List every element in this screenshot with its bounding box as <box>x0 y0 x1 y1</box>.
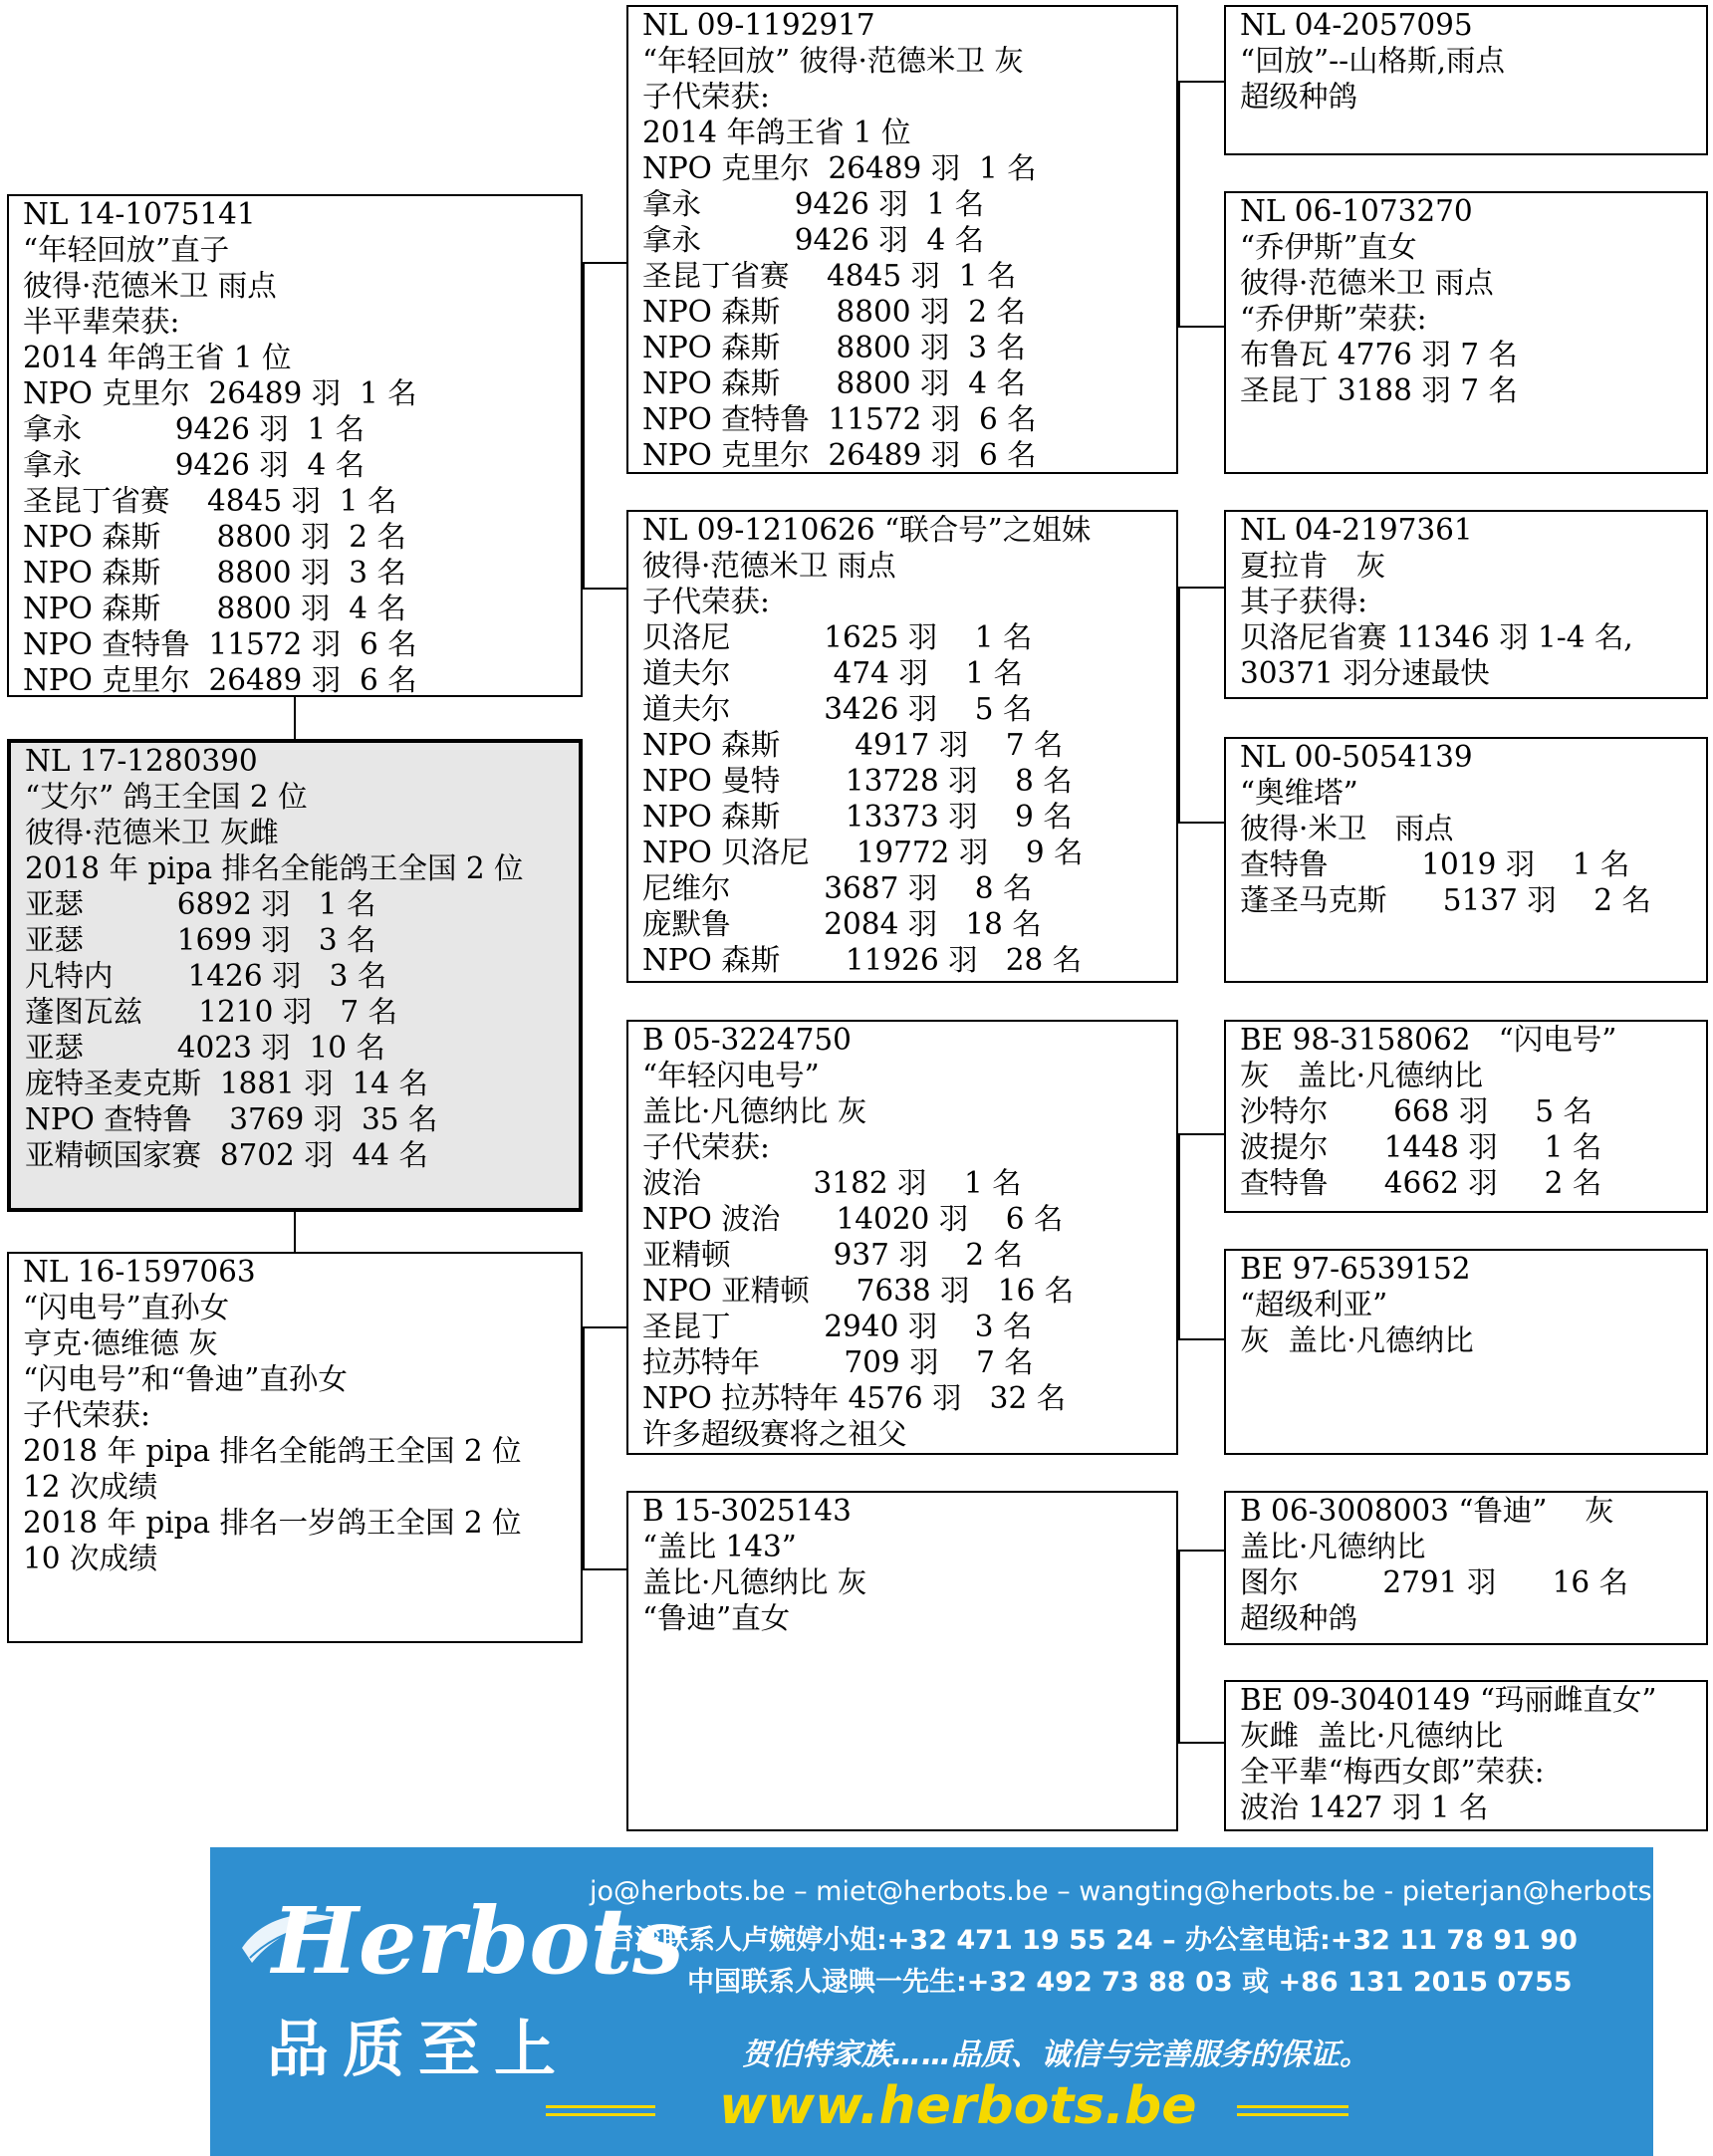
pedigree-line: 图尔 2791 羽 16 名 <box>1240 1565 1629 1599</box>
pedigree-line: NL 00-5054139 <box>1240 740 1473 774</box>
pedigree-line: “乔伊斯”荣获: <box>1240 302 1427 336</box>
connector-line <box>1178 326 1224 328</box>
sire-dam-box <box>626 510 1178 983</box>
connector-line <box>583 262 585 589</box>
herbots-logo <box>232 1878 684 1998</box>
pedigree-line: 拿永 9426 羽 1 名 <box>642 187 985 221</box>
pedigree-line: 盖比·凡德纳比 <box>1240 1530 1426 1563</box>
pedigree-line: 贝洛尼省赛 11346 羽 1-4 名, <box>1240 620 1633 654</box>
pedigree-line: NPO 森斯 8800 羽 2 名 <box>642 295 1026 329</box>
pedigree-line: 2018 年 pipa 排名全能鸽王全国 2 位 <box>23 1434 522 1468</box>
pedigree-line: 拿永 9426 羽 4 名 <box>23 448 366 482</box>
connector-line <box>583 1326 626 1328</box>
dam-dam-dam-box <box>1224 1680 1708 1831</box>
pedigree-line: 查特鲁 4662 羽 2 名 <box>1240 1166 1602 1200</box>
website-link[interactable]: www.herbots.be <box>719 2076 1197 2136</box>
sire-box <box>7 194 583 697</box>
pedigree-line: NPO 森斯 8800 羽 4 名 <box>23 592 406 625</box>
pedigree-line: 圣昆丁 2940 羽 3 名 <box>642 1310 1033 1343</box>
pedigree-line: 蓬图瓦兹 1210 羽 7 名 <box>25 995 397 1029</box>
pedigree-line: 布鲁瓦 4776 羽 7 名 <box>1240 338 1518 371</box>
pedigree-line: NPO 克里尔 26489 羽 6 名 <box>642 438 1037 472</box>
slogan: 品质至上 <box>267 2013 571 2085</box>
pedigree-line: 波提尔 1448 羽 1 名 <box>1240 1130 1602 1164</box>
pedigree-line: NPO 森斯 11926 羽 28 名 <box>642 943 1083 977</box>
pedigree-line: 凡特内 1426 羽 3 名 <box>25 959 387 993</box>
pedigree-line: NPO 森斯 8800 羽 2 名 <box>23 520 406 554</box>
pedigree-line: NL 16-1597063 <box>23 1255 256 1289</box>
pedigree-line: “年轻回放” 彼得·范德米卫 灰 <box>642 44 1024 78</box>
pedigree-line: “年轻闪电号” <box>642 1059 820 1092</box>
pedigree-line: 盖比·凡德纳比 灰 <box>642 1565 867 1599</box>
taiwan-contact-line: 台湾联系人卢婉婷小姐:+32 471 19 55 24 – 办公室电话:+32 11 78 91 90 <box>608 1925 1578 1956</box>
connector-line <box>1178 1550 1180 1743</box>
pedigree-line: B 06-3008003 “鲁迪” 灰 <box>1240 1494 1614 1528</box>
connector-line <box>1178 1550 1224 1552</box>
pedigree-line: 拿永 9426 羽 1 名 <box>23 412 366 446</box>
pedigree-line: 道夫尔 3426 羽 5 名 <box>642 692 1033 726</box>
pedigree-line: NPO 波治 14020 羽 6 名 <box>642 1202 1064 1236</box>
pedigree-line: 亨克·德维德 灰 <box>23 1326 218 1360</box>
pedigree-line: 全平辈“梅西女郎”荣获: <box>1240 1755 1545 1789</box>
pedigree-line: 子代荣获: <box>642 80 770 114</box>
pedigree-line: 彼得·范德米卫 雨点 <box>642 549 896 583</box>
sire-sire-dam-box <box>1224 191 1708 474</box>
connector-line <box>1178 1133 1180 1339</box>
connector-line <box>1178 587 1180 823</box>
dam-sire-dam-box <box>1224 1249 1708 1455</box>
pedigree-line: 圣昆丁省赛 4845 羽 1 名 <box>642 259 1017 293</box>
sire-dam-sire-box <box>1224 510 1708 699</box>
pedigree-line: NL 09-1192917 <box>642 8 875 42</box>
dam-box <box>7 1252 583 1643</box>
connector-line <box>294 1212 296 1252</box>
pedigree-line: 波治 3182 羽 1 名 <box>642 1166 1022 1200</box>
pedigree-line: “闪电号”和“鲁迪”直孙女 <box>23 1362 348 1396</box>
decor-line <box>1237 2105 1348 2108</box>
pedigree-line: 亚精顿国家赛 8702 羽 44 名 <box>25 1138 428 1172</box>
pedigree-line: 夏拉肯 灰 <box>1240 549 1386 583</box>
pedigree-line: NPO 查特鲁 11572 羽 6 名 <box>23 627 417 661</box>
decor-line <box>546 2113 655 2116</box>
connector-line <box>1178 81 1224 83</box>
pedigree-line: “鲁迪”直女 <box>642 1601 791 1635</box>
pedigree-line: 亚精顿 937 羽 2 名 <box>642 1238 1023 1272</box>
pedigree-line: 超级种鸽 <box>1240 80 1358 114</box>
decor-line <box>1237 2113 1348 2116</box>
pedigree-line: BE 09-3040149 “玛丽雌直女” <box>1240 1683 1657 1717</box>
pedigree-line: NPO 亚精顿 7638 羽 16 名 <box>642 1274 1075 1308</box>
pedigree-line: 12 次成绩 <box>23 1470 158 1504</box>
pedigree-line: NPO 克里尔 26489 羽 6 名 <box>23 663 417 697</box>
pedigree-line: NL 17-1280390 <box>25 744 258 778</box>
pedigree-line: NPO 曼特 13728 羽 8 名 <box>642 764 1073 798</box>
pedigree-line: 彼得·范德米卫 灰雌 <box>25 816 279 849</box>
pedigree-line: 子代荣获: <box>642 1130 770 1164</box>
pedigree-line: 子代荣获: <box>642 585 770 618</box>
pedigree-line: NPO 克里尔 26489 羽 1 名 <box>642 151 1037 185</box>
pedigree-line: 10 次成绩 <box>23 1542 158 1575</box>
pedigree-line: 道夫尔 474 羽 1 名 <box>642 656 1023 690</box>
pedigree-line: 半平辈荣获: <box>23 305 180 339</box>
pedigree-line: 2018 年 pipa 排名全能鸽王全国 2 位 <box>25 851 524 885</box>
pedigree-line: NPO 克里尔 26489 羽 1 名 <box>23 376 417 410</box>
sire-dam-dam-box <box>1224 737 1708 983</box>
pedigree-line: 庞默鲁 2084 羽 18 名 <box>642 907 1042 941</box>
decor-line <box>546 2105 655 2108</box>
pedigree-line: NL 06-1073270 <box>1240 194 1473 228</box>
connector-line <box>583 588 626 590</box>
pedigree-line: NPO 拉苏特年 4576 羽 32 名 <box>642 1381 1067 1415</box>
pedigree-line: “回放”--山格斯,雨点 <box>1240 44 1505 78</box>
dam-dam-sire-box <box>1224 1491 1708 1645</box>
china-contact-line: 中国联系人逯晪一先生:+32 492 73 88 03 或 +86 131 2015 0755 <box>687 1967 1573 1998</box>
pedigree-line: 拉苏特年 709 羽 7 名 <box>642 1345 1034 1379</box>
subject-pigeon-box <box>7 739 583 1212</box>
connector-line <box>1178 1338 1224 1340</box>
pedigree-line: 灰雌 盖比·凡德纳比 <box>1240 1719 1504 1753</box>
connector-line <box>1178 587 1224 589</box>
pedigree-line: 波治 1427 羽 1 名 <box>1240 1791 1489 1824</box>
connector-line <box>583 1568 626 1570</box>
email-line: jo@herbots.be – miet@herbots.be – wangting@herbots.be - pieterjan@herbots.be <box>590 1876 1695 1907</box>
pedigree-line: 查特鲁 1019 羽 1 名 <box>1240 847 1630 881</box>
pedigree-line: “闪电号”直孙女 <box>23 1291 230 1324</box>
pedigree-line: 拿永 9426 羽 4 名 <box>642 223 985 257</box>
pedigree-line: 沙特尔 668 羽 5 名 <box>1240 1094 1592 1128</box>
pedigree-line: NL 04-2057095 <box>1240 8 1473 42</box>
connector-line <box>1178 1133 1224 1135</box>
dam-dam-box <box>626 1491 1178 1831</box>
connector-line <box>294 697 296 739</box>
connector-line <box>583 262 626 264</box>
tagline: 贺伯特家族……品质、诚信与完善服务的保证。 <box>742 2037 1369 2072</box>
pedigree-line: NPO 查特鲁 11572 羽 6 名 <box>642 402 1037 436</box>
pedigree-line: 其子获得: <box>1240 585 1367 618</box>
pedigree-line: B 15-3025143 <box>642 1494 852 1528</box>
pedigree-line: B 05-3224750 <box>642 1023 852 1057</box>
pedigree-line: 盖比·凡德纳比 灰 <box>642 1094 867 1128</box>
pedigree-line: 彼得·范德米卫 雨点 <box>1240 266 1494 300</box>
pedigree-line: “艾尔” 鸽王全国 2 位 <box>25 780 308 814</box>
pedigree-line: 彼得·范德米卫 雨点 <box>23 269 277 303</box>
connector-line <box>1178 822 1224 824</box>
pedigree-line: 2014 年鸽王省 1 位 <box>642 116 911 149</box>
pedigree-line: NPO 森斯 8800 羽 3 名 <box>23 556 406 590</box>
pedigree-line: 2018 年 pipa 排名一岁鸽王全国 2 位 <box>23 1506 522 1540</box>
pedigree-line: NPO 森斯 13373 羽 9 名 <box>642 800 1073 834</box>
dam-sire-sire-box <box>1224 1020 1708 1213</box>
pedigree-line: 贝洛尼 1625 羽 1 名 <box>642 620 1033 654</box>
pedigree-line: 2014 年鸽王省 1 位 <box>23 341 292 374</box>
pedigree-line: NPO 森斯 8800 羽 4 名 <box>642 366 1026 400</box>
pedigree-line: 尼维尔 3687 羽 8 名 <box>642 871 1033 905</box>
pedigree-line: NPO 森斯 8800 羽 3 名 <box>642 331 1026 364</box>
pedigree-line: NL 14-1075141 <box>23 197 256 231</box>
dam-sire-box <box>626 1020 1178 1455</box>
pedigree-line: 灰 盖比·凡德纳比 <box>1240 1323 1474 1357</box>
connector-line <box>583 1326 585 1569</box>
pedigree-line: “年轻回放”直子 <box>23 233 230 267</box>
pedigree-line: NPO 查特鲁 3769 羽 35 名 <box>25 1102 438 1136</box>
pedigree-line: NPO 森斯 4917 羽 7 名 <box>642 728 1064 762</box>
pedigree-line: 灰 盖比·凡德纳比 <box>1240 1059 1484 1092</box>
pedigree-line: 子代荣获: <box>23 1398 150 1432</box>
pedigree-line: BE 97-6539152 <box>1240 1252 1471 1286</box>
pedigree-line: NPO 贝洛尼 19772 羽 9 名 <box>642 836 1084 869</box>
pedigree-line: “超级利亚” <box>1240 1288 1388 1321</box>
logo-text: Herbots <box>272 1887 684 1995</box>
connector-line <box>1178 81 1180 327</box>
pedigree-line: NL 04-2197361 <box>1240 513 1473 547</box>
pedigree-line: “乔伊斯”直女 <box>1240 230 1417 264</box>
pedigree-line: 彼得·米卫 雨点 <box>1240 812 1454 845</box>
pedigree-line: “盖比 143” <box>642 1530 797 1563</box>
pedigree-line: 30371 羽分速最快 <box>1240 656 1490 690</box>
pedigree-line: NL 09-1210626 “联合号”之姐妹 <box>642 513 1092 547</box>
pedigree-line: 庞特圣麦克斯 1881 羽 14 名 <box>25 1067 428 1100</box>
pedigree-line: 蓬圣马克斯 5137 羽 2 名 <box>1240 883 1651 917</box>
connector-line <box>1178 1742 1224 1744</box>
sire-sire-sire-box <box>1224 5 1708 155</box>
sire-sire-box <box>626 5 1178 474</box>
pedigree-line: 亚瑟 1699 羽 3 名 <box>25 923 376 957</box>
pedigree-line: 许多超级赛将之祖父 <box>642 1417 907 1451</box>
pedigree-line: 圣昆丁 3188 羽 7 名 <box>1240 373 1518 407</box>
pedigree-line: 超级种鸽 <box>1240 1601 1358 1635</box>
pedigree-line: 圣昆丁省赛 4845 羽 1 名 <box>23 484 397 518</box>
pedigree-line: “奥维塔” <box>1240 776 1358 810</box>
pedigree-line: 亚瑟 6892 羽 1 名 <box>25 887 376 921</box>
pedigree-line: BE 98-3158062 “闪电号” <box>1240 1023 1617 1057</box>
pedigree-line: 亚瑟 4023 羽 10 名 <box>25 1031 385 1065</box>
